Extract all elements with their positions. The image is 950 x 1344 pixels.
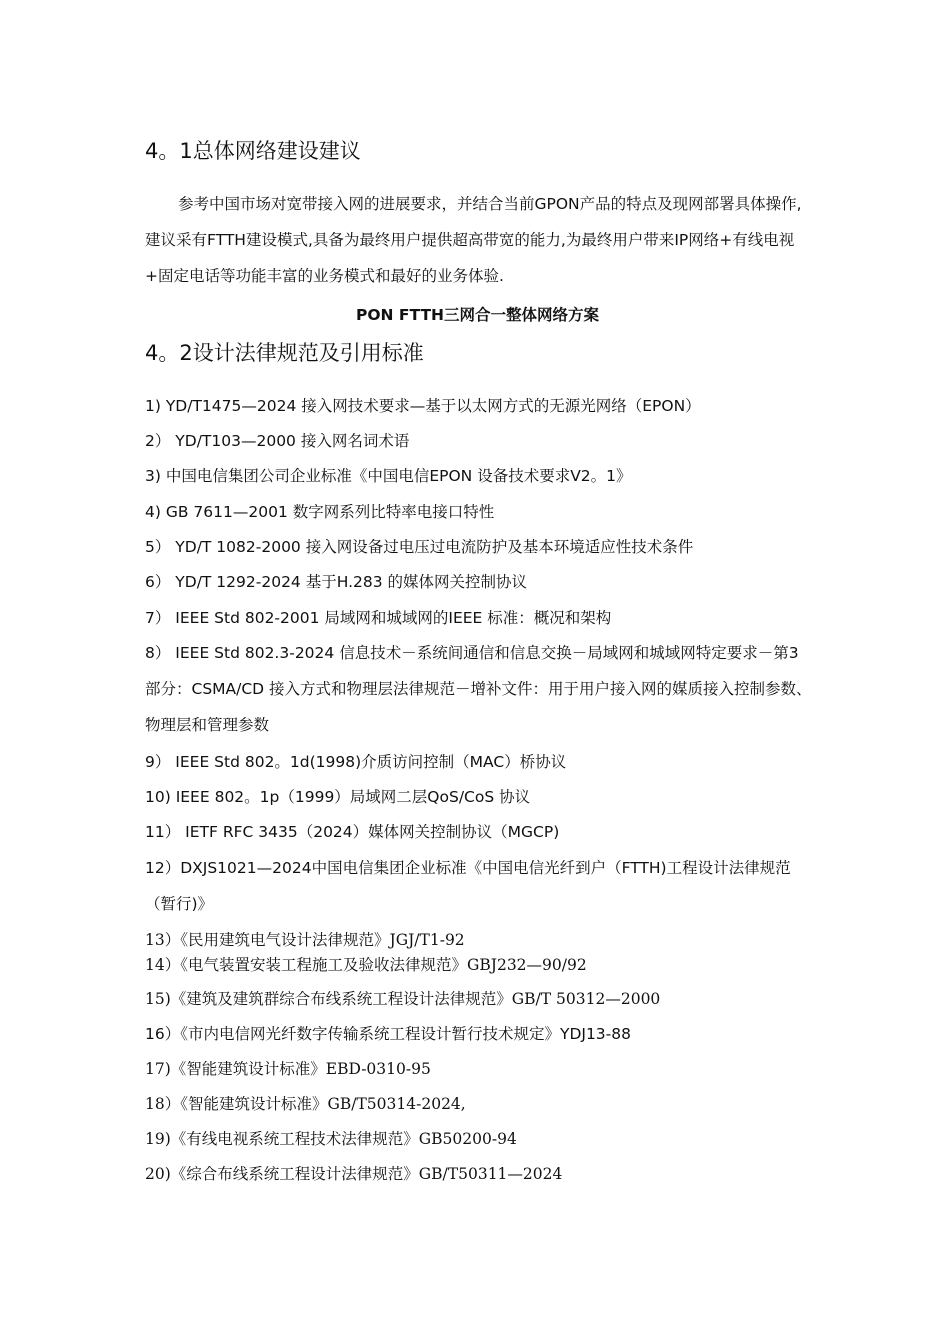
reference-item: 10) IEEE 802。1p（1999）局域网二层QoS/CoS 协议 [145,788,531,806]
reference-item: 4) GB 7611—2001 数字网系列比特率电接口特性 [145,503,495,521]
reference-item: 11） IETF RFC 3435（2024）媒体网关控制协议（MGCP) [145,823,560,841]
figure-caption: PON FTTH三网合一整体网络方案 [356,306,599,324]
reference-item: 9） IEEE Std 802。1d(1998)介质访问控制（MAC）桥协议 [145,753,567,771]
reference-item: 2） YD/T103—2000 接入网名词术语 [145,432,410,450]
reference-item: 14）《电气装置安装工程施工及验收法律规范》GBJ232—90/92 [145,956,587,974]
reference-item: 1) YD/T1475—2024 接入网技术要求—基于以太网方式的无源光网络（EPON） [145,397,701,415]
reference-item: 3) 中国电信集团公司企业标准《中国电信EPON 设备技术要求V2。1》 [145,467,632,485]
reference-item: 18）《智能建筑设计标准》GB/T50314-2024, [145,1095,466,1113]
reference-item: 17)《智能建筑设计标准》EBD-0310-95 [145,1060,431,1078]
reference-item: 20)《综合布线系统工程设计法律规范》GB/T50311—2024 [145,1165,563,1183]
reference-item: 13）《民用建筑电气设计法律规范》JGJ/T1-92 [145,931,465,949]
reference-item: 16）《市内电信网光纤数字传输系统工程设计暂行技术规定》YDJ13-88 [145,1025,631,1043]
section-heading-4-2: 4。2设计法律规范及引用标准 [145,341,424,365]
reference-item: 7） IEEE Std 802-2001 局域网和城域网的IEEE 标准：概况和架构 [145,609,612,627]
section-heading-4-1: 4。1总体网络建设建议 [145,139,361,163]
reference-item: 15)《建筑及建筑群综合布线系统工程设计法律规范》GB/T 50312—2000 [145,990,661,1008]
reference-item: 5） YD/T 1082-2000 接入网设备过电压过电流防护及基本环境适应性技术条件 [145,538,694,556]
reference-item: 19)《有线电视系统工程技术法律规范》GB50200-94 [145,1130,517,1148]
section-body-paragraph: 参考中国市场对宽带接入网的进展要求，并结合当前GPON产品的特点及现网部署具体操作,建议采有FTTH建设模式,具备为最终用户提供超高带宽的能力,为最终用户带来IP网络+有线电视+固定电话等功能丰富的业务模式和最好的业务体验. [145,195,802,285]
reference-item: 8） IEEE Std 802.3-2024 信息技术－系统间通信和信息交换－局域网和城域网特定要求－第3 部分：CSMA/CD 接入方式和物理层法律规范－增补文件：用于用户接入网的媒质接入控制参数、物理层和管理参数 [145,644,812,734]
reference-item: 12）DXJS1021—2024中国电信集团企业标准《中国电信光纤到户（FTTH)工程设计法律规范（暂行)》 [145,859,791,913]
reference-item: 6） YD/T 1292-2024 基于H.283 的媒体网关控制协议 [145,573,528,591]
